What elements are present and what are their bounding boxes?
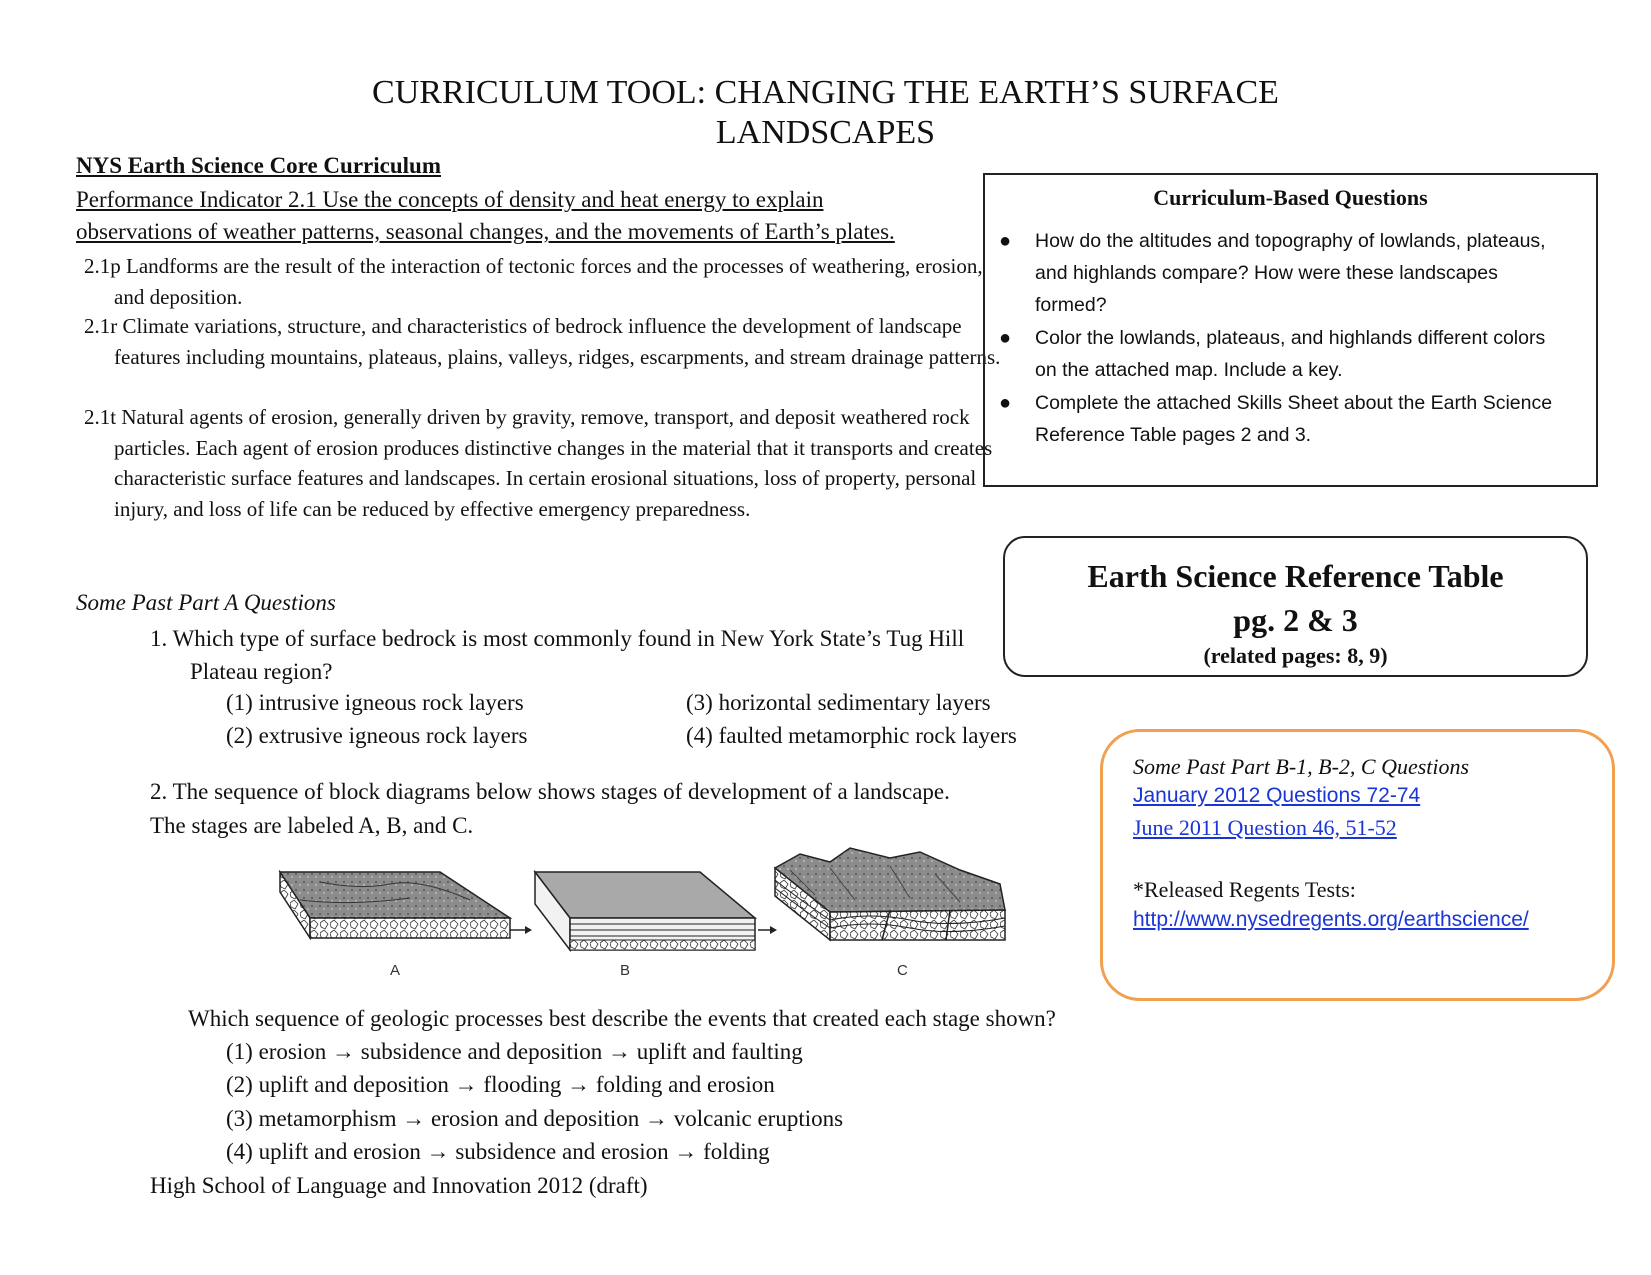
bullet-icon: ● <box>999 230 1012 252</box>
indicator-2-1p: 2.1p Landforms are the result of the interaction of tectonic forces and the processes of weathering, erosion, and deposition. <box>84 254 983 309</box>
performance-indicator-line-1: Performance Indicator 2.1 Use the concepts of density and heat energy to explain <box>76 187 824 212</box>
arrow-head-b-c <box>770 926 777 934</box>
esrt-related-pages: (related pages: 8, 9) <box>1203 643 1388 668</box>
curriculum-heading: NYS Earth Science Core Curriculum <box>76 153 441 178</box>
diagram-label-c: C <box>897 962 908 979</box>
june-2011-link[interactable]: June 2011 Question 46, 51-52 <box>1133 815 1397 840</box>
nysed-regents-link[interactable]: http://www.nysedregents.org/earthscience/ <box>1133 908 1529 931</box>
curriculum-question-item: ● Color the lowlands, plateaus, and highlands different colors on the attached map. Include a key. <box>1035 322 1565 386</box>
indicator-2-1t: 2.1t Natural agents of erosion, generally driven by gravity, remove, transport, and deposit weathered rock particles. Each agent of erosion produces distinctive changes in the material that it transports and creates characteristic surface features and landscapes. In certain erosional situations, loss of property, personal injury, and loss of life can be reduced by effective emergency preparedness. <box>84 405 993 521</box>
q1-option-4: (4) faulted metamorphic rock layers <box>686 723 1017 748</box>
title-line-1: CURRICULUM TOOL: CHANGING THE EARTH’S SURFACE <box>372 74 1279 111</box>
question-1: 1. Which type of surface bedrock is most commonly found in New York State’s Tug Hill Plateau region? <box>150 626 965 684</box>
q2-option-3: (3) metamorphism → erosion and deposition → volcanic eruptions <box>226 1106 844 1131</box>
esrt-pages: pg. 2 & 3 <box>1233 602 1358 638</box>
block-diagram-sequence <box>270 840 1010 990</box>
diagram-label-b: B <box>620 962 631 979</box>
block-c-diagram <box>775 848 1005 940</box>
performance-indicator <box>76 184 996 248</box>
q1-option-2: (2) extrusive igneous rock layers <box>226 723 528 748</box>
curriculum-questions-list <box>999 225 1565 452</box>
performance-indicator-line-2: observations of weather patterns, seasonal changes, and the movements of Earth’s plates. <box>76 219 895 244</box>
footer: High School of Language and Innovation 2012 (draft) <box>150 1173 648 1198</box>
arrow-head-a-b <box>525 926 532 934</box>
q1-option-1: (1) intrusive igneous rock layers <box>226 690 524 715</box>
january-2012-link[interactable]: January 2012 Questions 72-74 <box>1133 784 1421 807</box>
question-2 <box>150 775 1050 843</box>
past-part-b-box <box>1100 729 1615 1001</box>
esrt-box <box>1003 536 1588 677</box>
q2-option-4: (4) uplift and erosion → subsidence and erosion → folding <box>226 1139 770 1164</box>
q2-option-2: (2) uplift and deposition → flooding → folding and erosion <box>226 1072 775 1097</box>
curriculum-questions-title: Curriculum-Based Questions <box>1153 185 1428 210</box>
block-a-diagram <box>280 872 510 938</box>
esrt-title: Earth Science Reference Table <box>1087 558 1504 594</box>
question-2-line-1: 2. The sequence of block diagrams below shows stages of development of a landscape. <box>150 779 950 804</box>
part-a-heading: Some Past Part A Questions <box>76 590 336 615</box>
released-tests-label: *Released Regents Tests: <box>1133 877 1356 902</box>
indicator-2-1r: 2.1r Climate variations, structure, and characteristics of bedrock influence the development of landscape features including mountains, plateaus, plains, valleys, ridges, escarpments, and stream drainage patterns. <box>84 314 1001 369</box>
title-line-2: LANDSCAPES <box>715 114 936 151</box>
bullet-icon: ● <box>999 392 1012 414</box>
question-2-prompt: Which sequence of geologic processes best describe the events that created each stage shown? <box>188 1006 1056 1031</box>
diagram-label-a: A <box>390 962 401 979</box>
curriculum-questions-box <box>983 173 1598 487</box>
q2-option-1: (1) erosion → subsidence and deposition → uplift and faulting <box>226 1039 803 1064</box>
part-b-heading: Some Past Part B-1, B-2, C Questions <box>1133 754 1470 779</box>
page-title <box>0 73 1651 153</box>
bullet-icon: ● <box>999 327 1012 349</box>
question-2-line-2: The stages are labeled A, B, and C. <box>150 813 474 838</box>
curriculum-question-item: ● How do the altitudes and topography of lowlands, plateaus, and highlands compare? How were these landscapes formed? <box>1035 225 1565 321</box>
q1-option-3: (3) horizontal sedimentary layers <box>686 690 991 715</box>
block-b-diagram <box>535 872 755 950</box>
curriculum-question-item: ● Complete the attached Skills Sheet about the Earth Science Reference Table pages 2 and 3. <box>1035 387 1565 451</box>
